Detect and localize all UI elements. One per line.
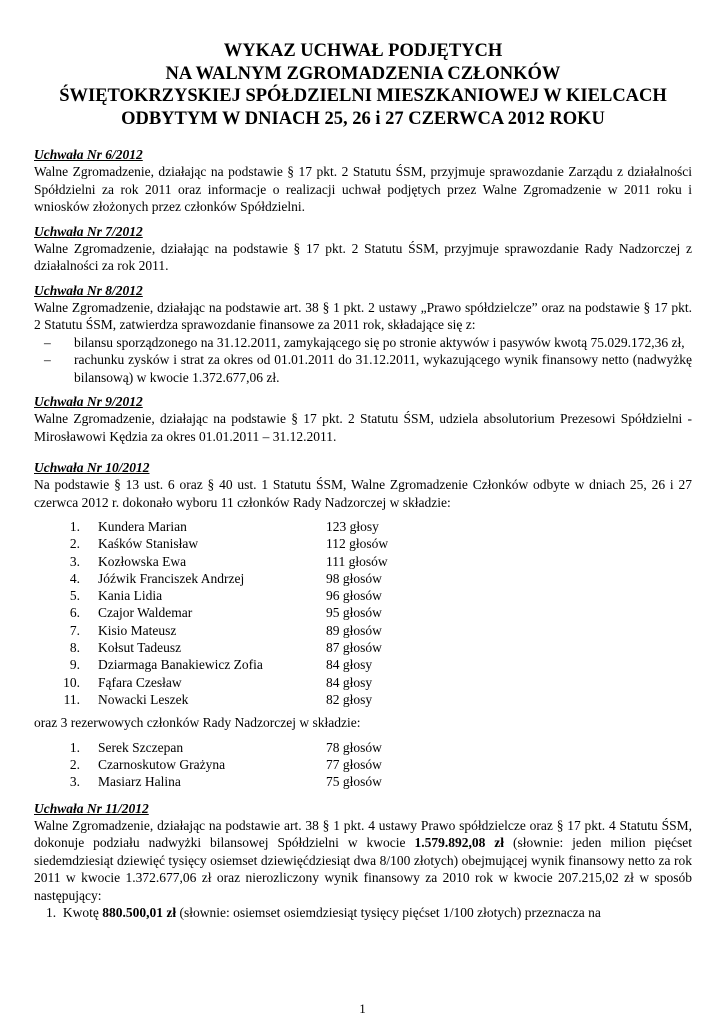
document-page bbox=[34, 40, 692, 929]
member-name: Dziarmaga Banakiewicz Zofia bbox=[98, 657, 263, 673]
resolution-text: Walne Zgromadzenie, działając na podstawie art. 38 § 1 pkt. 2 ustawy „Prawo spółdzielcze” oraz na podstawie § 17 pkt. 2 Statutu ŚSM, zatwierdza sprawozdanie finansowe za 2011 rok, składające się z: bbox=[34, 299, 692, 332]
resolution-heading: Uchwała Nr 10/2012 bbox=[34, 460, 150, 475]
member-votes: 112 głosów bbox=[326, 536, 389, 552]
table-row bbox=[44, 535, 426, 552]
member-votes: 95 głosów bbox=[326, 605, 382, 621]
resolution-heading: Uchwała Nr 8/2012 bbox=[34, 282, 143, 298]
list-item: – rachunku zysków i strat za okres od 01.01.2011 do 31.12.2011, wykazującego wynik finansowy netto (nadwyżkę bilansową) w kwocie 1.372.677,06 zł. bbox=[58, 351, 692, 386]
reserve-members-table bbox=[44, 739, 426, 791]
row-number: 9. bbox=[69, 657, 80, 673]
row-number: 11. bbox=[63, 691, 80, 707]
resolution-11 bbox=[34, 800, 692, 922]
title-line: ŚWIĘTOKRZYSKIEJ SPÓŁDZIELNI MIESZKANIOWEJ W KIELCACH bbox=[59, 86, 667, 106]
member-name: Nowacki Leszek bbox=[98, 691, 189, 707]
table-row bbox=[44, 622, 426, 639]
member-name: Kundera Marian bbox=[98, 519, 187, 534]
resolution-heading: Uchwała Nr 6/2012 bbox=[34, 147, 143, 162]
member-votes: 75 głosów bbox=[326, 774, 382, 790]
statement-items bbox=[34, 334, 692, 387]
resolution-text: Walne Zgromadzenie, działając na podstawie § 17 pkt. 2 Statutu ŚSM, przyjmuje sprawozdanie Rady Nadzorczej z działalności za rok 2011. bbox=[34, 240, 692, 273]
page-number: 1 bbox=[359, 1001, 366, 1016]
member-name: Czajor Waldemar bbox=[98, 605, 193, 621]
document-title bbox=[34, 40, 692, 130]
member-votes: 98 głosów bbox=[326, 570, 382, 586]
table-row bbox=[44, 570, 426, 587]
list-item: – bilansu sporządzonego na 31.12.2011, zamykającego się po stronie aktywów i pasywów kwotą 75.029.172,36 zł, bbox=[58, 334, 692, 352]
resolution-text: Walne Zgromadzenie, działając na podstawie § 17 pkt. 2 Statutu ŚSM, udziela absolutorium Prezesowi Spółdzielni - Mirosławowi Kędzia za okres 01.01.2011 – 31.12.2011. bbox=[34, 411, 692, 444]
member-name: Kisio Mateusz bbox=[98, 622, 177, 638]
list-item bbox=[46, 904, 692, 922]
member-name: Czarnoskutow Grażyna bbox=[98, 757, 226, 773]
row-number: 3. bbox=[69, 553, 80, 569]
resolution-heading: Uchwała Nr 9/2012 bbox=[34, 394, 143, 409]
member-votes: 111 głosów bbox=[326, 553, 388, 569]
member-votes: 78 głosów bbox=[326, 739, 382, 755]
text-part: Kwotę bbox=[62, 905, 103, 921]
row-number: 1. bbox=[69, 739, 80, 755]
text-part: (słownie: osiemset osiemdziesiąt tysięcy pięćset 1/100 złotych) przeznacza na bbox=[176, 905, 601, 921]
table-row bbox=[44, 604, 426, 621]
row-number: 2. bbox=[69, 757, 80, 773]
table-row bbox=[44, 739, 426, 756]
row-number: 7. bbox=[69, 622, 80, 638]
resolution-7 bbox=[34, 223, 692, 275]
member-votes: 96 głosów bbox=[326, 588, 382, 604]
member-votes: 123 głosy bbox=[326, 519, 379, 534]
member-name: Kaśków Stanisław bbox=[98, 536, 199, 552]
table-row bbox=[44, 756, 426, 773]
row-number: 3. bbox=[69, 774, 80, 790]
member-name: Serek Szczepan bbox=[98, 739, 184, 755]
member-name: Jóźwik Franciszek Andrzej bbox=[98, 570, 245, 586]
resolution-text: Walne Zgromadzenie, działając na podstawie § 17 pkt. 2 Statutu ŚSM, przyjmuje sprawozdanie Zarządu z działalności Spółdzielni za rok 2011 oraz informacje o realizacji uchwał podjętych przez Walne Zgromadzenie w 2011 roku i wniosków złożonych przez członków Spółdzielni. bbox=[34, 164, 692, 214]
table-row bbox=[44, 553, 426, 570]
member-votes: 84 głosy bbox=[326, 657, 373, 673]
table-row bbox=[44, 773, 426, 790]
row-number: 6. bbox=[69, 605, 80, 621]
resolution-heading: Uchwała Nr 11/2012 bbox=[34, 800, 149, 816]
row-number: 1. bbox=[69, 519, 80, 534]
title-line: NA WALNYM ZGROMADZENIA CZŁONKÓW bbox=[165, 63, 561, 84]
resolution-10 bbox=[34, 459, 692, 791]
member-name: Kołsut Tadeusz bbox=[98, 640, 182, 656]
table-row bbox=[44, 518, 426, 535]
text-part: Walne Zgromadzenie, działając na podstawie art. 38 § 1 pkt. 4 ustawy Prawo spółdzielcze oraz § 17 pkt. 4 Statutu ŚSM, dokonuje podziału nadwyżki bilansowej Spółdzielni w kwocie bbox=[34, 817, 692, 851]
table-row bbox=[44, 639, 426, 656]
member-name: Kozłowska Ewa bbox=[98, 553, 187, 569]
table-row bbox=[44, 587, 426, 604]
resolution-heading: Uchwała Nr 7/2012 bbox=[34, 223, 143, 239]
surplus-amount: 1.579.892,08 zł bbox=[414, 835, 505, 851]
row-number: 4. bbox=[69, 570, 80, 586]
council-members-table bbox=[44, 518, 426, 708]
title-line: WYKAZ UCHWAŁ PODJĘTYCH bbox=[223, 41, 503, 61]
resolution-8 bbox=[34, 282, 692, 387]
text-part: (słownie: jeden milion pięćset siedemdziesiąt dziewięć tysięcy osiemset dziewięćdziesiąt dwa 8/100 złotych) obejmującej wynik finansowy netto za rok 2011 w kwocie 1.372.677,06 zł oraz nierozliczony wynik finansowy za 2010 rok w kwocie 207.215,02 zł w sposób następujący: bbox=[34, 835, 692, 903]
member-name: Masiarz Halina bbox=[98, 774, 181, 790]
item-number: 1. bbox=[46, 905, 57, 921]
member-votes: 77 głosów bbox=[326, 757, 382, 773]
table-row bbox=[44, 674, 426, 691]
member-name: Fąfara Czesław bbox=[98, 674, 182, 690]
row-number: 2. bbox=[69, 536, 80, 552]
allocation-amount: 880.500,01 zł bbox=[102, 905, 177, 921]
resolution-text: Na podstawie § 13 ust. 6 oraz § 40 ust. 1 Statutu ŚSM, Walne Zgromadzenie Członków odbyte w dniach 25, 26 i 27 czerwca 2012 r. dokonało wyboru 11 członków Rady Nadzorczej w składzie: bbox=[34, 477, 692, 510]
member-name: Kania Lidia bbox=[98, 588, 163, 604]
member-votes: 82 głosy bbox=[326, 691, 373, 707]
title-line: ODBYTYM W DNIACH 25, 26 i 27 CZERWCA 2012 ROKU bbox=[121, 108, 605, 129]
row-number: 10. bbox=[63, 674, 80, 690]
allocation-list bbox=[34, 904, 692, 922]
row-number: 8. bbox=[69, 640, 80, 656]
resolution-9 bbox=[34, 393, 692, 445]
reserve-intro: oraz 3 rezerwowych członków Rady Nadzorczej w składzie: bbox=[34, 715, 361, 731]
table-row bbox=[44, 656, 426, 673]
member-votes: 89 głosów bbox=[326, 622, 382, 638]
table-row bbox=[44, 691, 426, 708]
resolution-6 bbox=[34, 146, 692, 216]
resolution-text bbox=[34, 817, 692, 905]
member-votes: 87 głosów bbox=[326, 640, 382, 656]
row-number: 5. bbox=[69, 588, 80, 604]
member-votes: 84 głosy bbox=[326, 674, 373, 690]
